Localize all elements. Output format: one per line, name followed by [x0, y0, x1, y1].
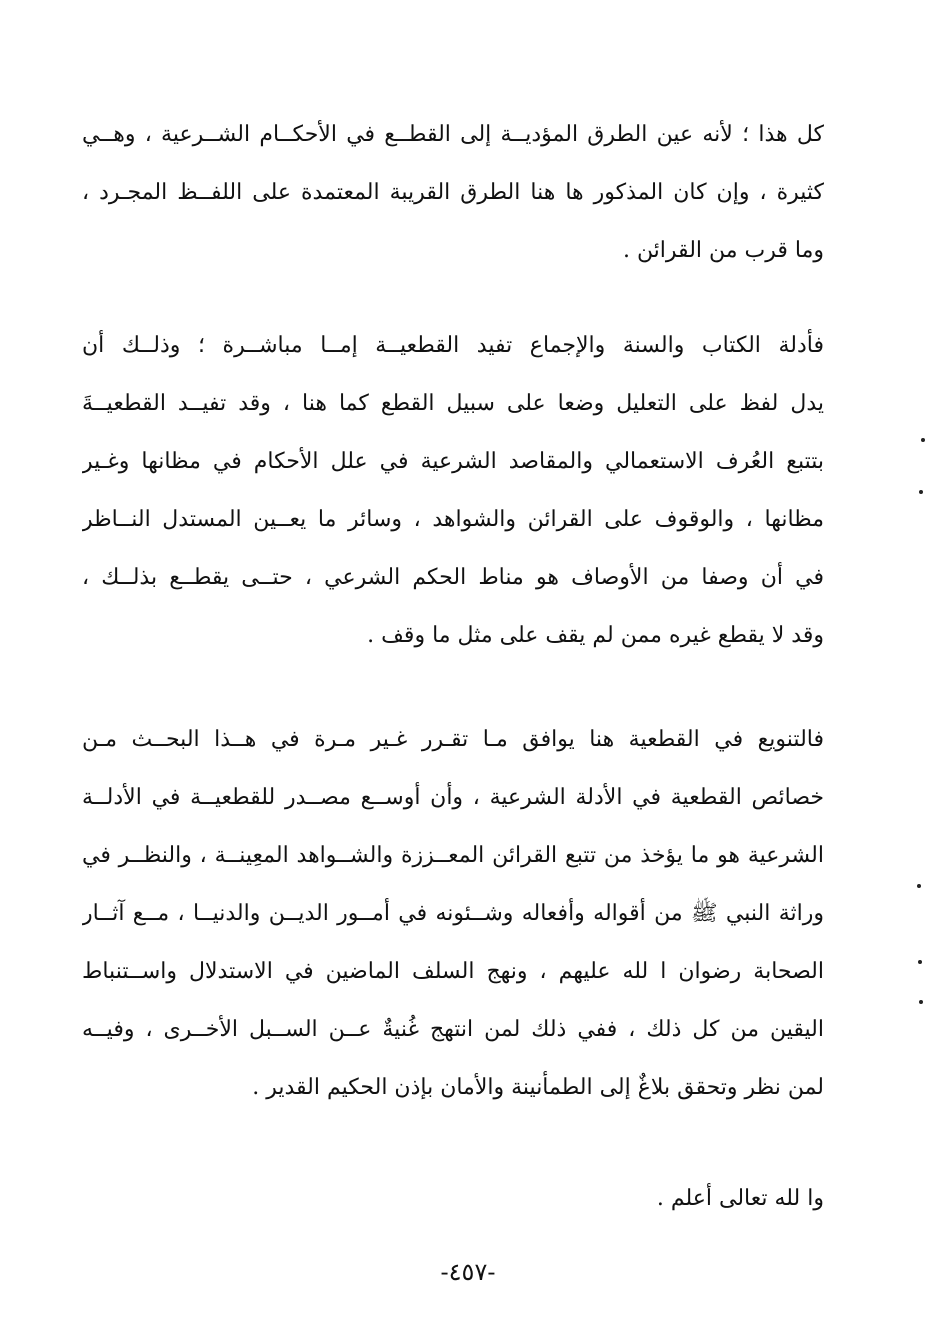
- paragraph-2: [82, 317, 824, 665]
- paragraph-1: [82, 106, 824, 280]
- paragraph-3: [82, 711, 824, 1117]
- scan-speck: [919, 1000, 923, 1004]
- scan-speck: [919, 490, 923, 494]
- paragraph-line: مظانها ، والوقوف على القرائن والشواهد ، وسائر ما يعــين المستدل النــاظر: [82, 507, 824, 532]
- paragraph-line: في أن وصفا من الأوصاف هو مناط الحكم الشرعي ، حتــى يقطــع بذلــك ،: [82, 565, 824, 590]
- paragraph-line: فأدلة الكتاب والسنة والإجماع تفيد القطعيــة إمــا مباشــرة ؛ وذلــك أن: [82, 333, 824, 358]
- paragraph-line: وراثة النبي ﷺ من أقواله وأفعاله وشــئونه في أمــور الديــن والدنيــا ، مــع آثــار: [82, 901, 824, 926]
- paragraph-line: وقد لا يقطع غيره ممن لم يقف على مثل ما وقف .: [367, 623, 824, 648]
- paragraph-line: فالتنويع في القطعية هنا يوافق مـا تقـرر غـير مـرة في هــذا البحــث مـن: [82, 727, 824, 752]
- paragraph-line: لمن نظر وتحقق بلاغٌ إلى الطمأنينة والأمان بإذن الحكيم القدير .: [252, 1075, 824, 1100]
- paragraph-line: الصحابة رضوان ا لله عليهم ، ونهج السلف الماضين في الاستدلال واســتنباط: [82, 959, 824, 984]
- paragraph-line: وما قرب من القرائن .: [622, 238, 824, 263]
- scan-speck: [918, 960, 922, 964]
- scan-speck: [917, 884, 921, 888]
- scan-speck: [921, 438, 925, 442]
- paragraph-line: اليقين من كل ذلك ، ففي ذلك لمن انتهج غُنيةٌ عــن الســبل الأخــرى ، وفيــه: [82, 1017, 824, 1042]
- paragraph-line: خصائص القطعية في الأدلة الشرعية ، وأن أوســع مصــدر للقطعيــة في الأدلــة: [82, 785, 824, 810]
- paragraph-line: بتتبع العُرف الاستعمالي والمقاصد الشرعية في علل الأحكام في مظانها وغـير: [82, 449, 824, 474]
- paragraph-line: كثيرة ، وإن كان المذكور ها هنا الطرق القريبة المعتمدة على اللفــظ المجـرد ،: [82, 180, 824, 205]
- page-number: -٤٥٧-: [440, 1258, 496, 1286]
- paragraph-line: يدل لفظ على التعليل وضعا على سبيل القطع كما هنا ، وقد تفيــد القطعيــةَ: [82, 391, 824, 416]
- paragraph-line: كل هذا ؛ لأنه عين الطرق المؤديــة إلى القطــع في الأحكــام الشــرعية ، وهــي: [82, 122, 824, 147]
- paragraph-line: الشرعية هو ما يؤخذ من تتبع القرائن المعــززة والشــواهد المعِينــة ، والنظــر في: [82, 843, 824, 868]
- closing-line: وا لله تعالى أعلم .: [656, 1186, 824, 1211]
